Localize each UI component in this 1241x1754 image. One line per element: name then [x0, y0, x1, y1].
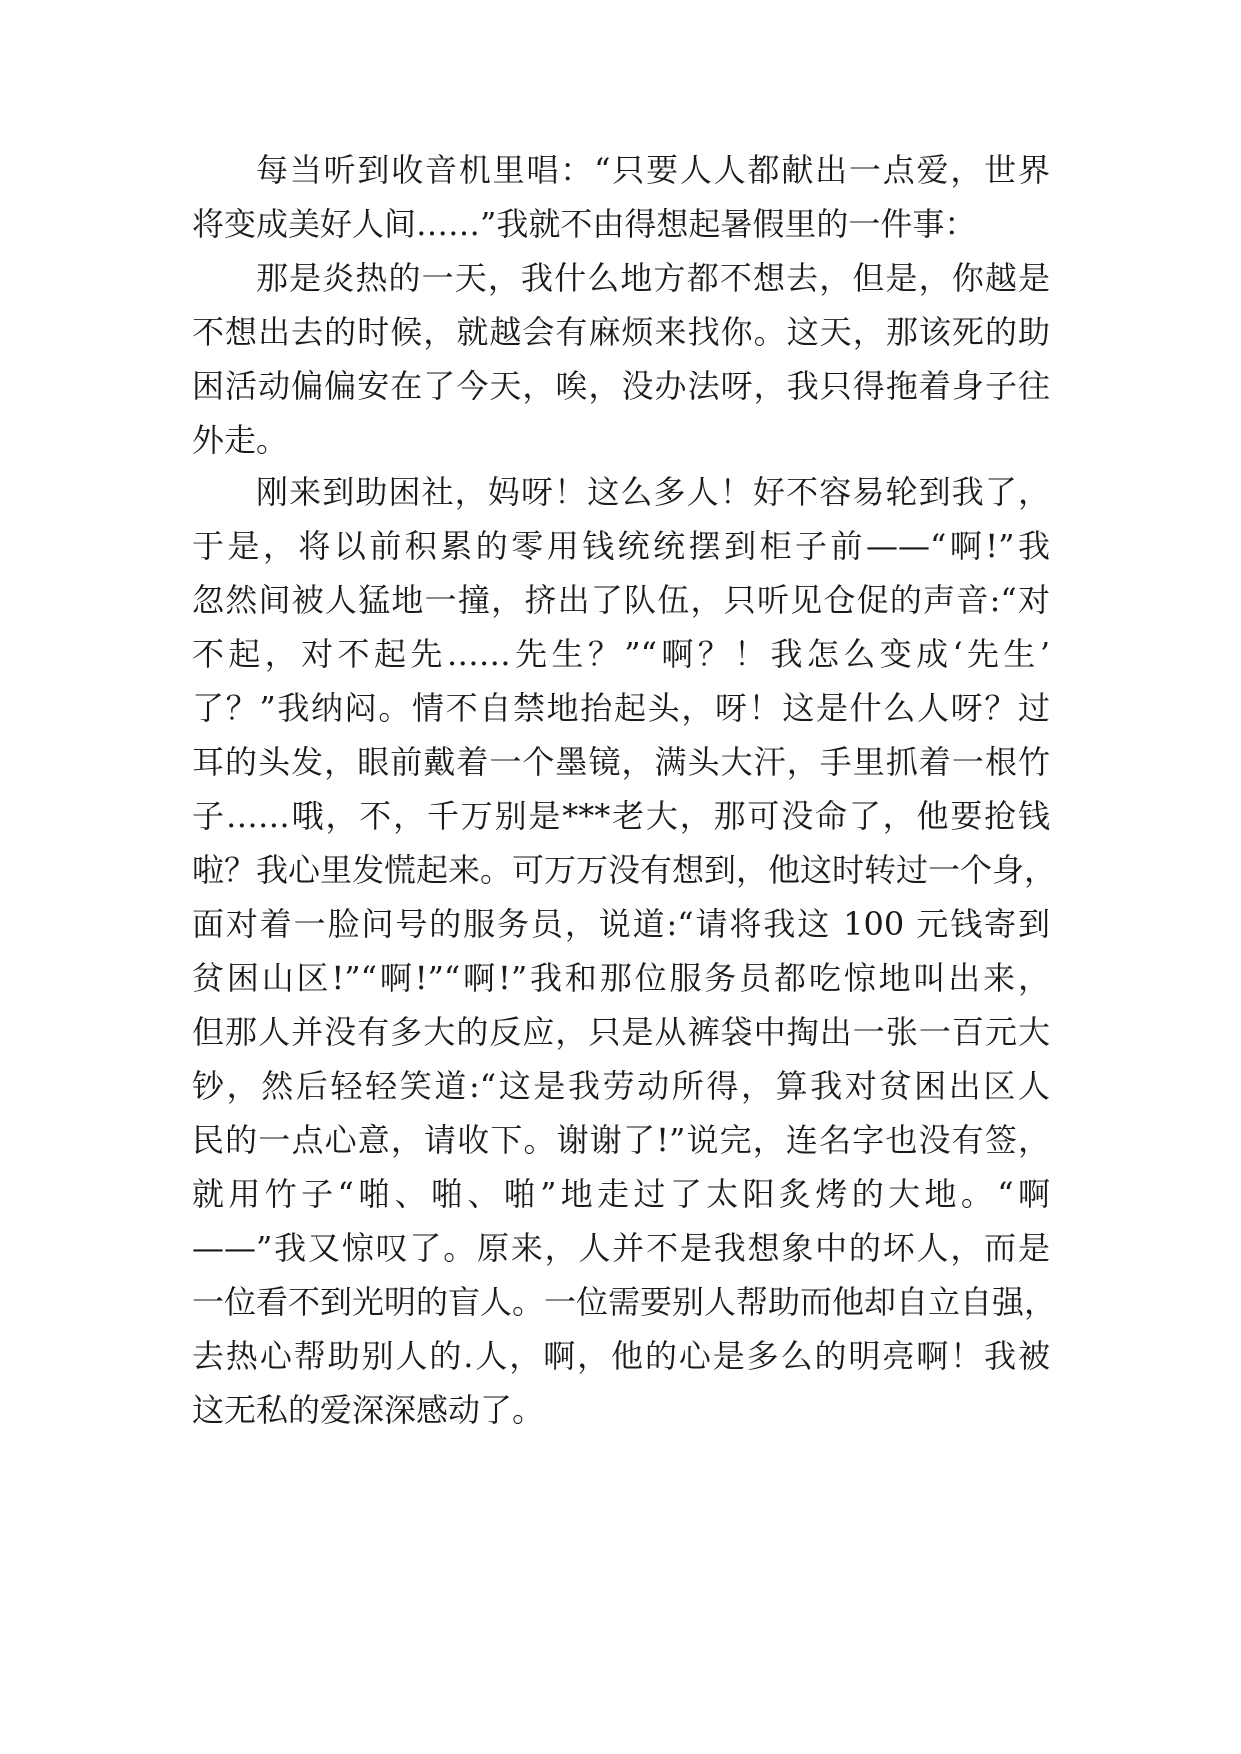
text-line: 于是，将以前积累的零用钱统统摆到柜子前——“啊!”我	[192, 527, 1050, 565]
text-line: 去热心帮助别人的.人，啊，他的心是多么的明亮啊！我被	[192, 1337, 1050, 1375]
text-line: 刚来到助困社，妈呀！这么多人！好不容易轮到我了，	[256, 473, 1050, 511]
text-line: 外走。	[192, 421, 289, 459]
text-line: 耳的头发，眼前戴着一个墨镜，满头大汗，手里抓着一根竹	[192, 743, 1050, 781]
text-line: 这无私的爱深深感动了。	[192, 1391, 545, 1429]
text-line: 啦？我心里发慌起来。可万万没有想到，他这时转过一个身，	[192, 851, 1057, 889]
text-line: 不想出去的时候，就越会有麻烦来找你。这天，那该死的助	[192, 313, 1050, 351]
text-line: ——”我又惊叹了。原来，人并不是我想象中的坏人，而是	[192, 1229, 1050, 1267]
text-line: 就用竹子“啪、啪、啪”地走过了太阳炙烤的大地。“啊	[192, 1175, 1050, 1213]
text-line: 民的一点心意，请收下。谢谢了!”说完，连名字也没有签，	[192, 1121, 1050, 1159]
text-line: 每当听到收音机里唱：“只要人人都献出一点爱，世界	[256, 151, 1050, 189]
text-line: 忽然间被人猛地一撞，挤出了队伍，只听见仓促的声音:“对	[192, 581, 1050, 619]
text-line: 一位看不到光明的盲人。一位需要别人帮助而他却自立自强，	[192, 1283, 1057, 1321]
text-line: 不起，对不起先……先生？”“啊？！我怎么变成‘先生’	[192, 635, 1050, 673]
text-line: 贫困山区!”“啊!”“啊!”我和那位服务员都吃惊地叫出来，	[192, 959, 1050, 997]
text-line: 困活动偏偏安在了今天，唉，没办法呀，我只得拖着身子往	[192, 367, 1050, 405]
text-line: 子……哦，不，千万别是***老大，那可没命了，他要抢钱	[192, 797, 1050, 835]
text-line: 了？”我纳闷。情不自禁地抬起头，呀！这是什么人呀？过	[192, 689, 1050, 727]
text-line: 将变成美好人间……”我就不由得想起暑假里的一件事：	[192, 205, 977, 243]
text-line: 钞，然后轻轻笑道:“这是我劳动所得，算我对贫困出区人	[192, 1067, 1050, 1105]
text-line: 但那人并没有多大的反应，只是从裤袋中掏出一张一百元大	[192, 1013, 1050, 1051]
text-line: 那是炎热的一天，我什么地方都不想去，但是，你越是	[256, 259, 1050, 297]
text-line: 面对着一脸问号的服务员，说道:“请将我这 100 元钱寄到	[192, 905, 1050, 943]
